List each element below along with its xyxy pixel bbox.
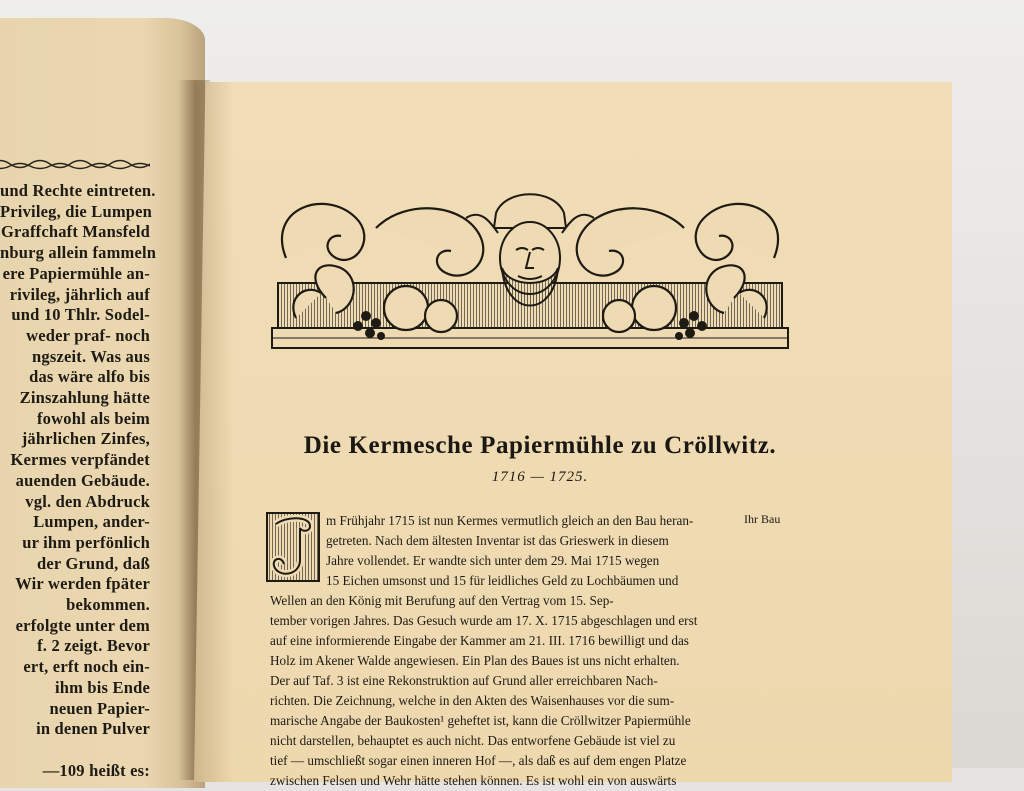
- left-page-line: f. 2 zeigt. Bevor: [37, 636, 150, 656]
- left-page-line: rivileg, jährlich auf: [9, 284, 150, 304]
- body-line: Jahre vollendet. Er wandte sich unter dem 29. Mai 1715 wegen: [326, 553, 660, 568]
- body-line: Holz im Akener Walde angewiesen. Ein Plan des Baues ist uns nicht erhalten.: [270, 653, 680, 668]
- body-text: [270, 511, 735, 791]
- left-page-line: ur ihm perfönlich: [22, 532, 150, 552]
- chapter-years: 1716 — 1725.: [491, 469, 589, 485]
- left-page-line: ihm bis Ende: [54, 677, 150, 697]
- left-page-line: Zinszahlung hätte: [19, 388, 150, 408]
- chapter-title: Die Kermesche Papiermühle zu Cröllwitz.: [303, 432, 777, 459]
- body-line: tief — umschließt sogar einen inneren Hof —, als daß es auf dem engen Platze: [270, 753, 687, 768]
- body-line: zwischen Felsen und Wehr hätte stehen können. Es ist wohl ein von auswärts: [270, 773, 677, 788]
- left-page-line: und 10 Thlr. Sodel-: [11, 305, 150, 325]
- left-page-line: ngszeit. Was aus: [32, 346, 150, 366]
- left-page-line: Kermes verpfändet: [10, 450, 150, 470]
- left-page-line: Lumpen, ander-: [33, 512, 150, 532]
- body-line: Wellen an den König mit Berufung auf den Vertrag vom 15. Sep-: [270, 593, 614, 608]
- left-page-line: vgl. den Abdruck: [25, 491, 150, 511]
- left-page-line: der Grund, daß: [37, 553, 150, 573]
- body-line: tember vorigen Jahres. Das Gesuch wurde am 17. X. 1715 abgeschlagen und erst: [270, 613, 698, 628]
- left-page-line: ert, erft noch ein-: [23, 657, 150, 677]
- body-line: 15 Eichen umsonst und 15 für leidliches Geld zu Lochbäumen und: [326, 573, 679, 588]
- left-ornament-border: [0, 156, 150, 172]
- left-page-text: [0, 181, 157, 781]
- body-line: nicht darstellen, behauptet es auch nicht. Das entworfene Gebäude ist viel zu: [270, 733, 676, 748]
- body-line: richten. Die Zeichnung, welche in den Akten des Waisenhauses vor die sum-: [270, 693, 675, 708]
- body-line: Der auf Taf. 3 ist eine Rekonstruktion auf Grund aller erreichbaren Nach-: [270, 673, 658, 688]
- left-page-line: weder praf- noch: [26, 325, 150, 345]
- left-page-line: Wir werden fpäter: [15, 574, 150, 594]
- left-page-line: [0, 740, 150, 761]
- left-page: [0, 18, 205, 788]
- body-line: auf eine informierende Eingabe der Kammer am 21. III. 1716 bewilligt und das: [270, 633, 689, 648]
- left-page-line: fowohl als beim: [36, 408, 150, 428]
- left-page-line: —109 heißt es:: [42, 760, 150, 780]
- left-page-line: auenden Gebäude.: [15, 470, 150, 490]
- left-page-line: in denen Pulver: [36, 719, 150, 739]
- left-page-line: Privileg, die Lumpen: [0, 201, 153, 221]
- left-page-line: erfolgte unter dem: [15, 615, 150, 635]
- body-line: m Frühjahr 1715 ist nun Kermes vermutlich gleich an den Bau heran-: [326, 513, 694, 528]
- ornamental-headpiece: [266, 188, 794, 352]
- right-page-shade: [194, 82, 234, 782]
- left-page-line: und Rechte eintreten.: [0, 181, 156, 200]
- left-page-line: jährlichen Zinfes,: [21, 429, 150, 449]
- body-line: marische Angabe der Baukosten¹ geheftet ist, kann die Cröllwitzer Papiermühle: [270, 713, 691, 728]
- left-page-line: das wäre alfo bis: [29, 367, 150, 387]
- body-line: getreten. Nach dem ältesten Inventar ist das Grieswerk in diesem: [326, 533, 669, 548]
- left-page-line: ere Papiermühle an-: [2, 263, 150, 283]
- left-page-line: neuen Papier-: [49, 698, 150, 718]
- margin-note: Ihr Bau: [744, 512, 781, 526]
- left-page-line: bekommen.: [66, 595, 150, 615]
- left-page-line: Graffchaft Mansfeld: [0, 222, 150, 242]
- left-page-line: nburg allein fammeln: [0, 243, 157, 263]
